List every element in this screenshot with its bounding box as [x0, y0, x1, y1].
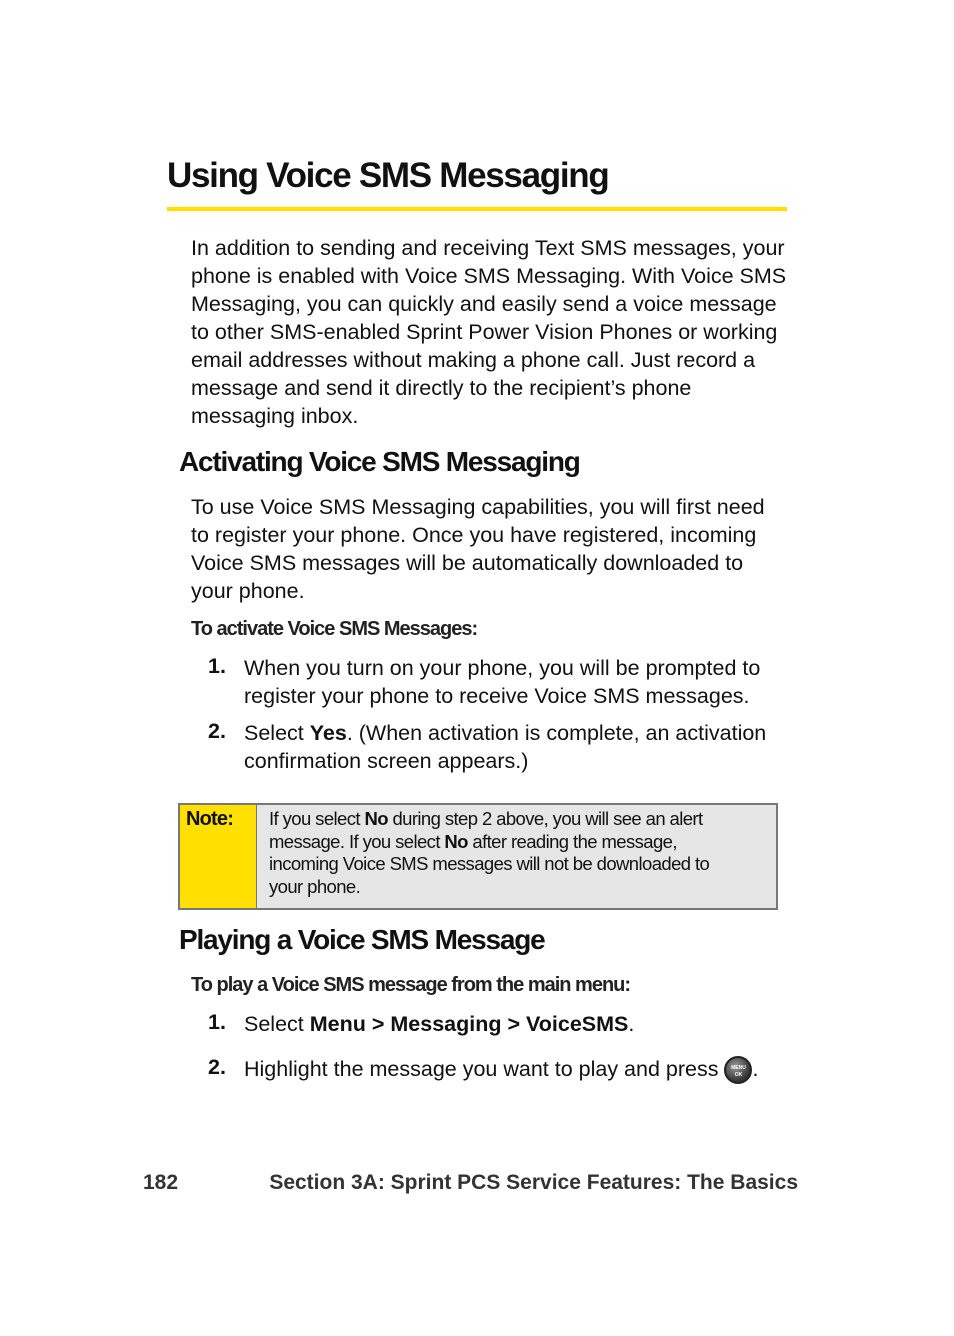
line: register your phone to receive Voice SMS messages. — [244, 684, 750, 708]
text: Select — [244, 1012, 310, 1036]
icon-label: OK — [734, 1072, 743, 1079]
step-number: 2. — [208, 1055, 226, 1079]
line: Voice SMS messages will be automatically downloaded to — [191, 551, 744, 575]
note-box — [178, 803, 778, 910]
play-subheading: To play a Voice SMS message from the main menu: — [191, 974, 631, 996]
page-title: Using Voice SMS Messaging — [167, 156, 609, 195]
line: to other SMS-enabled Sprint Power Vision Phones or working — [191, 320, 778, 344]
menu-path-messaging: Messaging — [390, 1012, 502, 1036]
play-step-2 — [244, 1055, 758, 1084]
line: In addition to sending and receiving Text SMS messages, your — [191, 236, 785, 260]
step-number: 1. — [208, 1010, 226, 1034]
line: phone is enabled with Voice SMS Messaging. With Voice SMS — [191, 264, 787, 288]
step-number: 2. — [208, 719, 226, 743]
title-underline — [167, 207, 787, 211]
activate-subheading: To activate Voice SMS Messages: — [191, 618, 478, 640]
step-number: 1. — [208, 654, 226, 678]
text: If you select — [269, 808, 365, 829]
line: To use Voice SMS Messaging capabilities, you will first need — [191, 495, 765, 519]
playing-heading: Playing a Voice SMS Message — [179, 924, 545, 955]
text: . (When activation is complete, an activation — [346, 721, 767, 745]
line: Messaging, you can quickly and easily send a voice message — [191, 292, 777, 316]
text: . — [752, 1057, 759, 1081]
no-option: No — [444, 830, 468, 852]
text: . — [628, 1012, 635, 1036]
step-2-text — [244, 719, 766, 775]
text: Highlight the message you want to play and press — [244, 1057, 725, 1081]
line: message and send it directly to the recipient’s phone — [191, 376, 692, 400]
text: Select — [244, 721, 310, 745]
line: your phone. — [269, 875, 361, 897]
menu-path-menu: Menu — [309, 1012, 366, 1036]
menu-path-voicesms: VoiceSMS — [526, 1012, 629, 1036]
line: email addresses without making a phone call. Just record a — [191, 348, 756, 372]
line: incoming Voice SMS messages will not be downloaded to — [269, 853, 710, 874]
separator: > — [501, 1012, 527, 1036]
note-text — [257, 805, 709, 908]
line: messaging inbox. — [191, 404, 359, 428]
text: during step 2 above, you will see an alert — [387, 808, 703, 829]
line: to register your phone. Once you have registered, incoming — [191, 523, 757, 547]
play-step-1 — [244, 1010, 634, 1038]
line: your phone. — [191, 579, 305, 603]
line: confirmation screen appears.) — [244, 749, 529, 773]
no-option: No — [364, 808, 388, 829]
text: message. If you select — [269, 830, 445, 852]
menu-ok-button-icon — [724, 1056, 752, 1084]
section-footer: Section 3A: Sprint PCS Service Features: The Basics — [269, 1171, 798, 1194]
line: When you turn on your phone, you will be prompted to — [244, 656, 761, 680]
step-1-text — [244, 654, 760, 710]
activating-heading: Activating Voice SMS Messaging — [179, 446, 580, 477]
intro-paragraph — [191, 234, 786, 430]
page-number: 182 — [143, 1171, 179, 1194]
yes-option: Yes — [309, 721, 347, 745]
text: after reading the message, — [467, 830, 677, 852]
activating-paragraph — [191, 493, 765, 605]
separator: > — [365, 1012, 391, 1036]
note-label: Note: — [180, 805, 257, 908]
icon-label: MENU — [731, 1065, 746, 1072]
